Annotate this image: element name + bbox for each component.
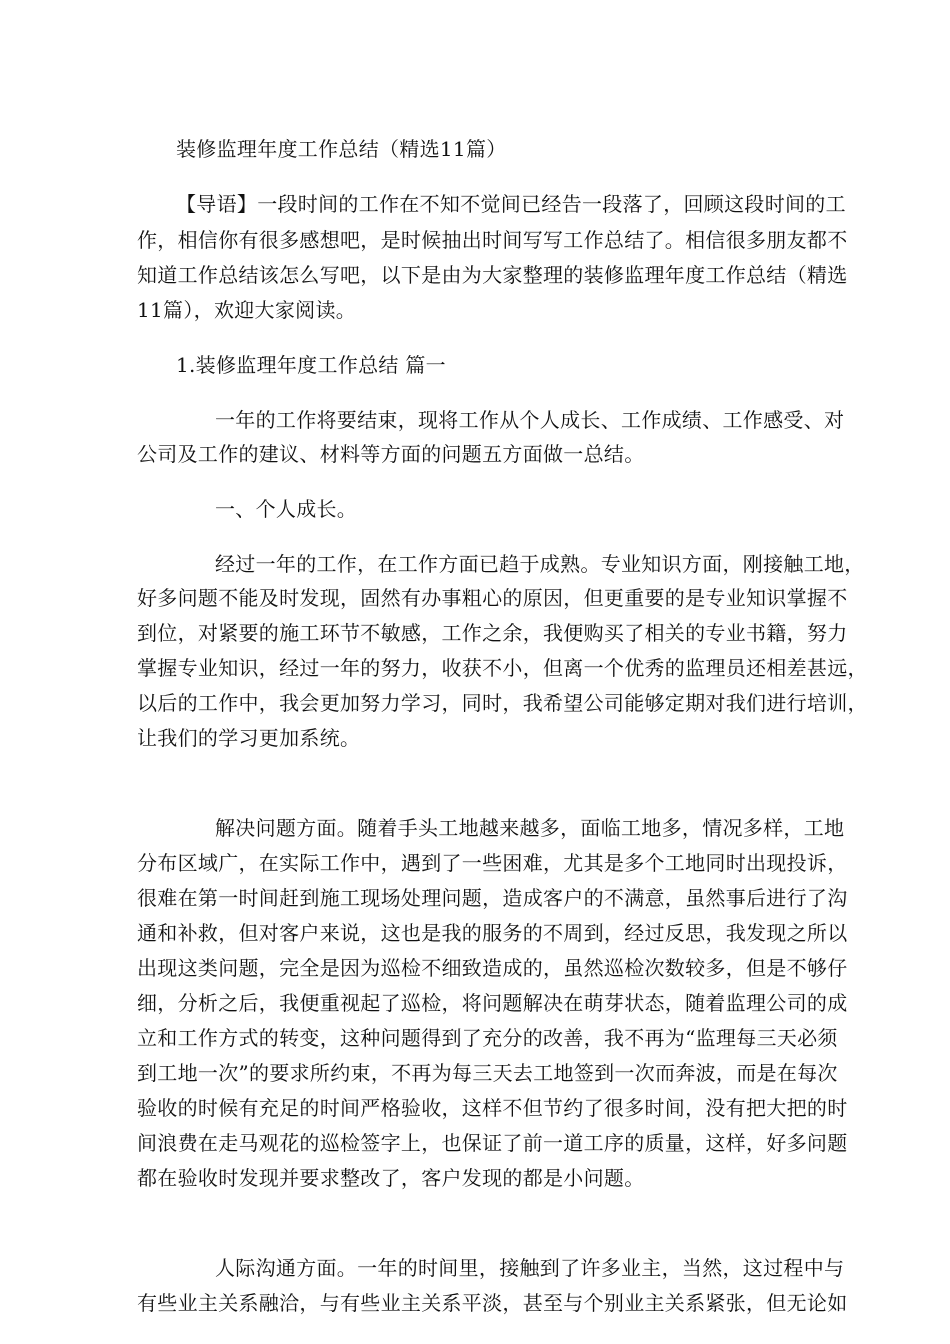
paragraph-line: 细，分析之后，我便重视起了巡检，将问题解决在萌芽状态，随着监理公司的成 <box>137 991 848 1015</box>
paragraph-line: 分布区域广，在实际工作中，遇到了一些困难，尤其是多个工地同时出现投诉， <box>137 851 848 875</box>
paragraph-line: 立和工作方式的转变，这种问题得到了充分的改善，我不再为“监理每三天必须 <box>137 1026 838 1050</box>
paragraph-line: 一年的工作将要结束，现将工作从个人成长、工作成绩、工作感受、对 <box>215 408 845 432</box>
intro-line: 【导语】一段时间的工作在不知不觉间已经告一段落了，回顾这段时间的工 <box>176 192 846 216</box>
paragraph-line: 有些业主关系融洽，与有些业主关系平淡，甚至与个别业主关系紧张，但无论如 <box>137 1291 848 1315</box>
paragraph-line: 间浪费在走马观花的巡检签字上，也保证了前一道工序的质量，这样，好多问题 <box>137 1131 848 1155</box>
section-title: 1.装修监理年度工作总结 篇一 <box>176 353 446 377</box>
paragraph-line: 到位，对紧要的施工环节不敏感，工作之余，我便购买了相关的专业书籍，努力 <box>137 621 848 645</box>
paragraph-line: 好多问题不能及时发现，固然有办事粗心的原因，但更重要的是专业知识掌握不 <box>137 586 848 610</box>
intro-line: 作，相信你有很多感想吧，是时候抽出时间写写工作总结了。相信很多朋友都不 <box>137 228 848 252</box>
paragraph-line: 人际沟通方面。一年的时间里，接触到了许多业主，当然，这过程中与 <box>215 1256 845 1280</box>
paragraph-line: 经过一年的工作，在工作方面已趋于成熟。专业知识方面，刚接触工地， <box>215 552 865 576</box>
paragraph-line: 都在验收时发现并要求整改了，客户发现的都是小问题。 <box>137 1166 645 1190</box>
paragraph-line: 解决问题方面。随着手头工地越来越多，面临工地多，情况多样，工地 <box>215 816 845 840</box>
subheading: 一、个人成长。 <box>215 497 358 521</box>
document-title: 装修监理年度工作总结（精选11篇） <box>176 137 507 161</box>
paragraph-line: 掌握专业知识，经过一年的努力，收获不小，但离一个优秀的监理员还相差甚远， <box>137 656 868 680</box>
paragraph-line: 公司及工作的建议、材料等方面的问题五方面做一总结。 <box>137 442 645 466</box>
paragraph-line: 以后的工作中，我会更加努力学习，同时，我希望公司能够定期对我们进行培训， <box>137 691 868 715</box>
intro-line: 知道工作总结该怎么写吧，以下是由为大家整理的装修监理年度工作总结（精选 <box>137 263 848 287</box>
paragraph-line: 到工地一次”的要求所约束，不再为每三天去工地签到一次而奔波，而是在每次 <box>137 1061 838 1085</box>
paragraph-line: 通和补救，但对客户来说，这也是我的服务的不周到，经过反思，我发现之所以 <box>137 921 848 945</box>
paragraph-line: 出现这类问题，完全是因为巡检不细致造成的，虽然巡检次数较多，但是不够仔 <box>137 956 848 980</box>
paragraph-line: 很难在第一时间赶到施工现场处理问题，造成客户的不满意，虽然事后进行了沟 <box>137 886 848 910</box>
paragraph-line: 验收的时候有充足的时间严格验收，这样不但节约了很多时间，没有把大把的时 <box>137 1096 848 1120</box>
intro-line: 11篇），欢迎大家阅读。 <box>137 298 357 322</box>
paragraph-line: 让我们的学习更加系统。 <box>137 726 361 750</box>
